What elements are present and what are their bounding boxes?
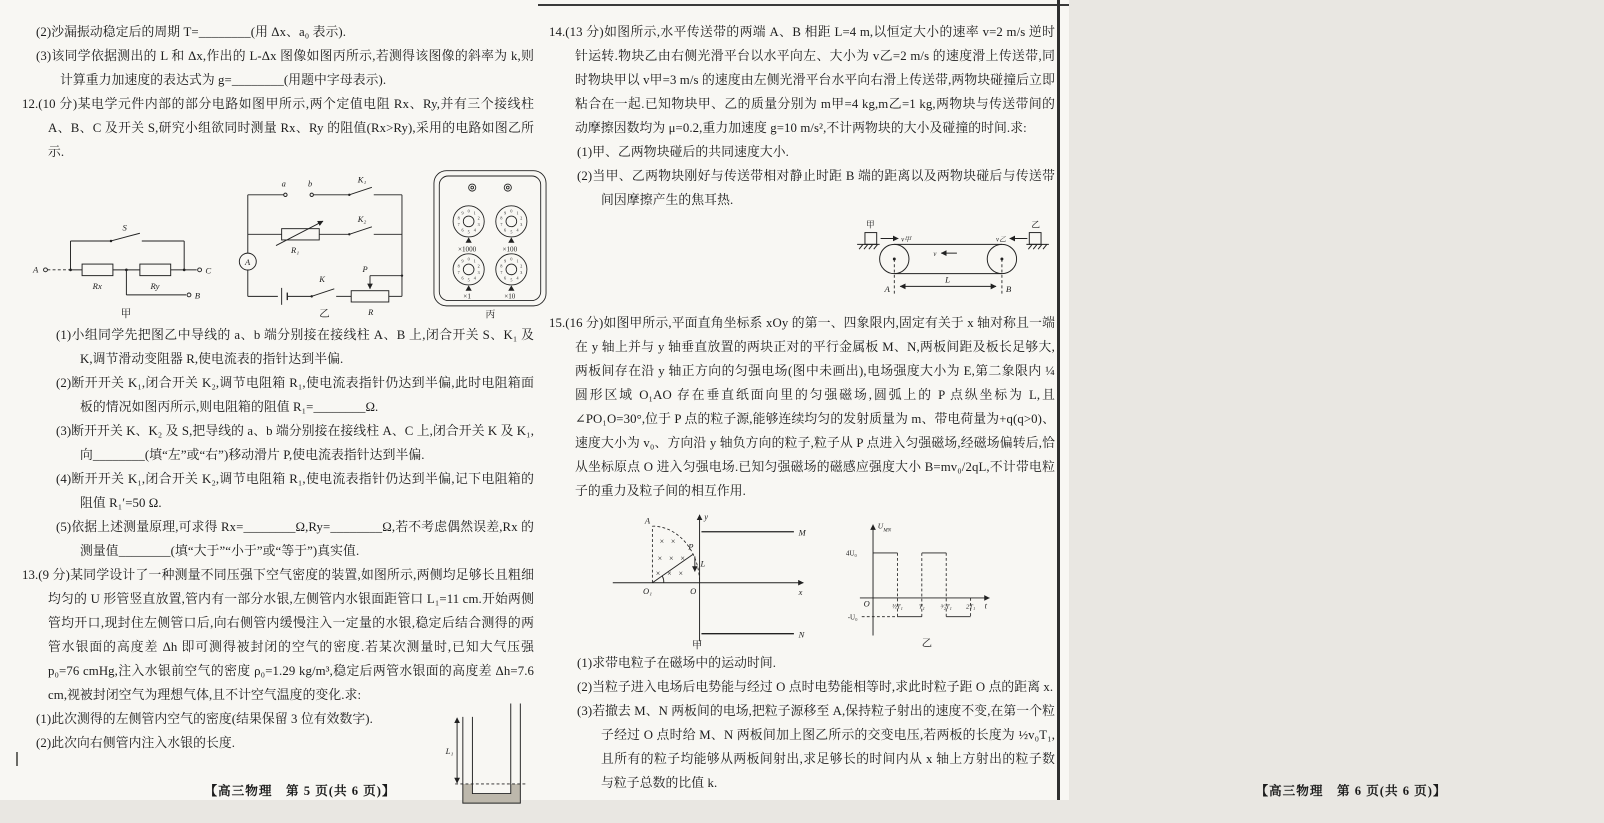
svg-text:0: 0 xyxy=(467,208,470,214)
label-S: S xyxy=(122,222,127,233)
svg-text:×: × xyxy=(657,554,663,564)
label-x1000: ×1000 xyxy=(457,245,477,254)
scan-edge-artifact xyxy=(538,4,1069,6)
svg-text:5: 5 xyxy=(510,277,513,283)
q14-part-1: (1)甲、乙两物块碰后的共同速度大小. xyxy=(577,145,789,159)
svg-text:0: 0 xyxy=(510,256,513,262)
page5-footer: 【高三物理 第 5 页(共 6 页)】 xyxy=(204,784,396,798)
svg-text:5: 5 xyxy=(467,277,470,283)
label-Rx: Rx xyxy=(92,281,102,292)
label-R1: R₁ xyxy=(291,245,300,256)
label-A: A xyxy=(644,515,651,526)
label-N: N xyxy=(798,629,805,640)
svg-text:6: 6 xyxy=(504,227,507,233)
binding-post xyxy=(469,184,512,191)
svg-text:4: 4 xyxy=(473,275,476,281)
svg-text:7: 7 xyxy=(457,222,460,228)
label-origin: O xyxy=(863,598,870,609)
label-x-axis: x xyxy=(798,586,803,597)
q15-figures xyxy=(609,507,1055,652)
label-belt-v: v xyxy=(933,251,937,259)
q13-part-2: (2)此次向右侧管内注入水银的长度. xyxy=(36,736,236,750)
svg-text:6: 6 xyxy=(504,275,507,281)
label-terminal-A: A xyxy=(32,264,39,275)
svg-text:8: 8 xyxy=(457,215,460,221)
resistance-dial-x1000 xyxy=(453,206,484,243)
svg-text:1: 1 xyxy=(473,258,476,264)
label-K: K xyxy=(319,274,325,285)
svg-text:9: 9 xyxy=(461,210,464,216)
svg-text:4: 4 xyxy=(516,275,519,281)
block-yi xyxy=(1029,233,1041,245)
resistance-dial-x10 xyxy=(496,254,527,291)
svg-text:2: 2 xyxy=(520,215,523,221)
fig-conveyor-belt xyxy=(855,214,1051,304)
q12-figures xyxy=(32,168,534,321)
label-x1: ×1 xyxy=(463,292,471,301)
svg-text:×: × xyxy=(678,569,683,579)
page-6 xyxy=(549,20,1447,798)
svg-text:7: 7 xyxy=(500,222,503,228)
resistor-Rx xyxy=(82,264,113,276)
angle-mark xyxy=(662,576,664,583)
label-t-axis: t xyxy=(984,600,988,611)
resistor-Ry xyxy=(140,264,171,276)
svg-text:3: 3 xyxy=(520,270,523,276)
q14-part-2: (2)当甲、乙两物块刚好与传送带相对静止时距 B 端的距离以及两物块碰后与传送带间因摩擦产生的焦耳热. xyxy=(577,169,1055,207)
fig-resistance-box xyxy=(431,168,549,321)
fig-u-tube xyxy=(436,701,528,819)
svg-text:6: 6 xyxy=(461,275,464,281)
svg-text:2: 2 xyxy=(520,263,523,269)
label-x100: ×100 xyxy=(502,245,518,254)
q12-part-3: (3)断开开关 K、K₂ 及 S,把导线的 a、b 端分别接在接线柱 A、C 上,闭合开关 K 及 K₁,向________(填“左”或“右”)移动滑片 P,使电流表指针达到半偏. xyxy=(56,424,534,462)
label-O: O xyxy=(690,586,697,597)
label-terminal-C: C xyxy=(205,265,212,276)
q12-part-5: (5)依据上述测量原理,可求得 Rx=________Ω,Ry=________Ω,若不考虑偶然误差,Rx 的测量值________(填“大于”“小于”或“等于”)真实值. xyxy=(56,520,534,558)
q12-part-1: (1)小组同学先把图乙中导线的 a、b 端分别接在接线柱 A、B 上,闭合开关 S、K₁ 及 K,调节滑动变阻器 R,使电流表的指针达到半偏. xyxy=(56,328,534,366)
svg-text:1: 1 xyxy=(473,210,476,216)
label-Ry: Ry xyxy=(150,281,160,292)
svg-text:×: × xyxy=(670,537,676,547)
fig-caption-jia: 甲 xyxy=(120,309,132,321)
q12-part-4: (4)断开开关 K₁,闭合开关 K₂,调节电阻箱 R₁,使电流表指针仍达到半偏,记下电阻箱的阻值 R₁′=50 Ω. xyxy=(56,472,534,510)
svg-text:3: 3 xyxy=(477,222,480,228)
svg-text:4: 4 xyxy=(516,227,519,233)
svg-text:9: 9 xyxy=(504,210,507,216)
label-K1: K₁ xyxy=(357,174,367,185)
q15-part-1: (1)求带电粒子在磁场中的运动时间. xyxy=(577,656,777,670)
q15-stem: 15.(16 分)如图甲所示,平面直角坐标系 xOy 的第一、四象限内,固定有关于 x 轴对称且一端在 y 轴上并与 y 轴垂直放置的两块正对的平行金属板 M、N,两板间距及板长足够大,两板间存在沿 y 轴正方向的匀强电场(图中未画出),电场强度大小为 E,第二象限内 ¼ 圆形区域 O₁AO 存在垂直纸面向里的匀强磁场,圆弧上的 P 点纵坐标为 L,且∠PO₁O=30°,位于 P 点的粒子源,能够连续均匀的发射质量为 m、带电荷量为+q(q>0)、速度大小为 v₀、方向沿 y 轴负方向的粒子,粒子从 P 点进入匀强磁场,经磁场偏转后,恰从坐标原点 O 进入匀强电场.已知匀强磁场的磁感应强度大小 B=mv₀/2qL,不计带电粒子的重力及粒子间的相互作用. xyxy=(549,316,1055,498)
switch-K2 xyxy=(349,227,372,235)
svg-text:7: 7 xyxy=(500,270,503,276)
switch-K xyxy=(312,289,335,297)
label-block-yi: 乙 xyxy=(1031,219,1041,230)
label-x10: ×10 xyxy=(504,292,516,301)
fig-caption-yi15: 乙 xyxy=(921,638,933,650)
svg-text:×: × xyxy=(680,554,685,564)
label-a: a xyxy=(281,178,286,189)
fig-caption-bing: 丙 xyxy=(485,309,496,321)
svg-text:2: 2 xyxy=(477,215,480,221)
resistance-dial-x100 xyxy=(496,206,527,243)
label-L1: L₁ xyxy=(445,746,454,757)
label-L: L xyxy=(700,558,706,569)
label-U: U xyxy=(877,521,884,531)
fig-caption-yi: 乙 xyxy=(319,309,330,321)
field-into-page-crosses xyxy=(656,537,685,578)
fig-caption-jia15: 甲 xyxy=(692,640,703,652)
svg-text:0: 0 xyxy=(510,208,513,214)
label-b: b xyxy=(307,178,313,189)
label-A: A xyxy=(884,284,890,295)
svg-text:2: 2 xyxy=(477,263,480,269)
label-terminal-B: B xyxy=(194,290,201,301)
svg-text:3: 3 xyxy=(520,222,523,228)
svg-text:9: 9 xyxy=(504,258,507,264)
switch-K1 xyxy=(349,187,372,195)
label-ammeter: A xyxy=(244,256,251,267)
svg-text:5: 5 xyxy=(510,229,513,235)
q13-stem: 13.(9 分)某同学设计了一种测量不同压强下空气密度的装置,如图所示,两侧均足够长且粗细均匀的 U 形管竖直放置,管内有一部分水银,左侧管内水银面距管口 L₁=11 cm.开始两侧管均开口,现封住左侧管口后,向右侧管内缓慢注入一定量的水银,稳定后结合测得的两管水银面的高度差 Δh 即可测得被封闭的空气的密度.若某次测量时,已知大气压强 p₀=76 cmHg,注入水银前空气的密度 ρ₀=1.29 kg/m³,稳定后两管水银面的高度差 Δh=7.6 cm,视被封闭空气为理想气体,且不计空气温度的变化.求: xyxy=(22,568,534,702)
svg-text:×: × xyxy=(655,569,661,579)
switch-S xyxy=(111,233,140,241)
label-R: R xyxy=(368,307,374,318)
label-K2: K₂ xyxy=(357,214,367,225)
label-O1: O₁ xyxy=(642,586,653,597)
svg-text:6: 6 xyxy=(461,227,464,233)
resistance-box-symbol xyxy=(282,229,320,240)
svg-text:×: × xyxy=(667,569,672,579)
svg-text:8: 8 xyxy=(457,263,460,269)
tick-3half-T1: ³⁄₂T₁ xyxy=(940,603,952,611)
fig-circuit-jia xyxy=(32,211,215,321)
q14-stem: 14.(13 分)如图所示,水平传送带的两端 A、B 相距 L=4 m,以恒定大小的速率 v=2 m/s 逆时针运转.物块乙由右侧光滑平台以水平向左、大小为 v乙=2 m/s 的速度滑上传送带,同时物块甲以 v甲=3 m/s 的速度由左侧光滑平台水平向右滑上传送带,两物块碰撞后立即粘合在一起.已知物块甲、乙的质量分别为 m甲=4 kg,m乙=1 kg,两物块与传送带间的动摩擦因数均为 μ=0.2,重力加速度 g=10 m/s²,不计两物块的大小及碰撞的时间.求: xyxy=(549,25,1055,135)
label-B: B xyxy=(1005,284,1012,295)
svg-text:8: 8 xyxy=(500,263,503,269)
q12-stem: 12.(10 分)某电学元件内部的部分电路如图甲所示,两个定值电阻 Rx、Ry,并有三个接线柱 A、B、C 及开关 S,研究小组欲同时测量 Rx、Ry 的阻值(Rx>Ry),采用的电路如图乙所示. xyxy=(22,97,534,159)
tick-half-T1: ½T₁ xyxy=(892,603,903,611)
label-block-jia: 甲 xyxy=(865,219,875,230)
fig-xoy-field xyxy=(609,507,809,652)
label-negU0: -U₀ xyxy=(847,613,858,622)
q15-part-2: (2)当粒子进入电场后电势能与经过 O 点时电势能相等时,求此时粒子距 O 点的距离 x. xyxy=(577,680,1054,694)
block-jia xyxy=(865,233,877,245)
q11-part3: (3)该同学依据测出的 L 和 Δx,作出的 L-Δx 图像如图丙所示,若测得该图像的斜率为 k,则计算重力加速度的表达式为 g=________(用题中字母表示). xyxy=(36,49,534,87)
scan-edge-artifact xyxy=(1057,0,1060,800)
label-v-yi: v乙 xyxy=(996,236,1006,244)
svg-text:×: × xyxy=(669,554,674,564)
svg-text:1: 1 xyxy=(516,210,519,216)
label-y-axis: y xyxy=(704,511,709,522)
time-tick-labels xyxy=(892,603,975,610)
svg-text:5: 5 xyxy=(467,229,470,235)
svg-text:3: 3 xyxy=(477,270,480,276)
label-U-sub-MN: MN xyxy=(883,527,892,534)
q13-bottom xyxy=(22,707,534,823)
svg-text:×: × xyxy=(659,537,665,547)
svg-text:9: 9 xyxy=(461,258,464,264)
label-v-jia: v甲 xyxy=(901,236,912,244)
label-4U0: 4U₀ xyxy=(845,549,857,558)
q13-part-1: (1)此次测得的左侧管内空气的密度(结果保留 3 位有效数字). xyxy=(36,712,373,726)
label-P: P xyxy=(362,263,368,274)
hatch-right xyxy=(1028,244,1047,249)
svg-text:4: 4 xyxy=(473,227,476,233)
svg-text:0: 0 xyxy=(467,256,470,262)
svg-text:1: 1 xyxy=(516,258,519,264)
resistance-dial-x1 xyxy=(453,254,484,291)
scan-edge-artifact xyxy=(16,752,18,766)
q15-part-3: (3)若撤去 M、N 两板间的电场,把粒子源移至 A,保持粒子射出的速度不变,在第一个粒子经过 O 点时给 M、N 两板间加上图乙所示的交变电压,若两板的长度为 ½v₀T₁,且所有的粒子均能够从两板间射出,求足够长的时间内从 x 轴上方射出的粒子数与粒子总数的比值 k. xyxy=(577,704,1055,790)
svg-text:7: 7 xyxy=(457,270,460,276)
q12-parts xyxy=(56,323,534,563)
tick-T1: T₁ xyxy=(918,603,925,611)
label-P: P xyxy=(688,541,694,552)
page6-footer: 【高三物理 第 6 页(共 6 页)】 xyxy=(1255,784,1447,798)
tick-2T1: 2T₁ xyxy=(966,603,976,611)
page-5 xyxy=(22,20,534,823)
svg-text:8: 8 xyxy=(500,215,503,221)
label-L: L xyxy=(945,274,951,285)
hatch-left xyxy=(859,244,878,249)
fig-voltage-graph xyxy=(843,515,995,649)
label-M: M xyxy=(798,527,806,538)
square-wave xyxy=(862,553,971,617)
rheostat xyxy=(351,291,389,302)
q11-part2: (2)沙漏振动稳定后的周期 T=________(用 Δx、a₀ 表示). xyxy=(36,25,347,39)
fig-circuit-yi xyxy=(229,173,417,321)
q12-part-2: (2)断开开关 K₁,闭合开关 K₂,调节电阻箱 R₁,使电流表指针仍达到半偏,此时电阻箱面板的情况如图丙所示,则电阻箱的阻值 R₁=________Ω. xyxy=(56,376,534,414)
